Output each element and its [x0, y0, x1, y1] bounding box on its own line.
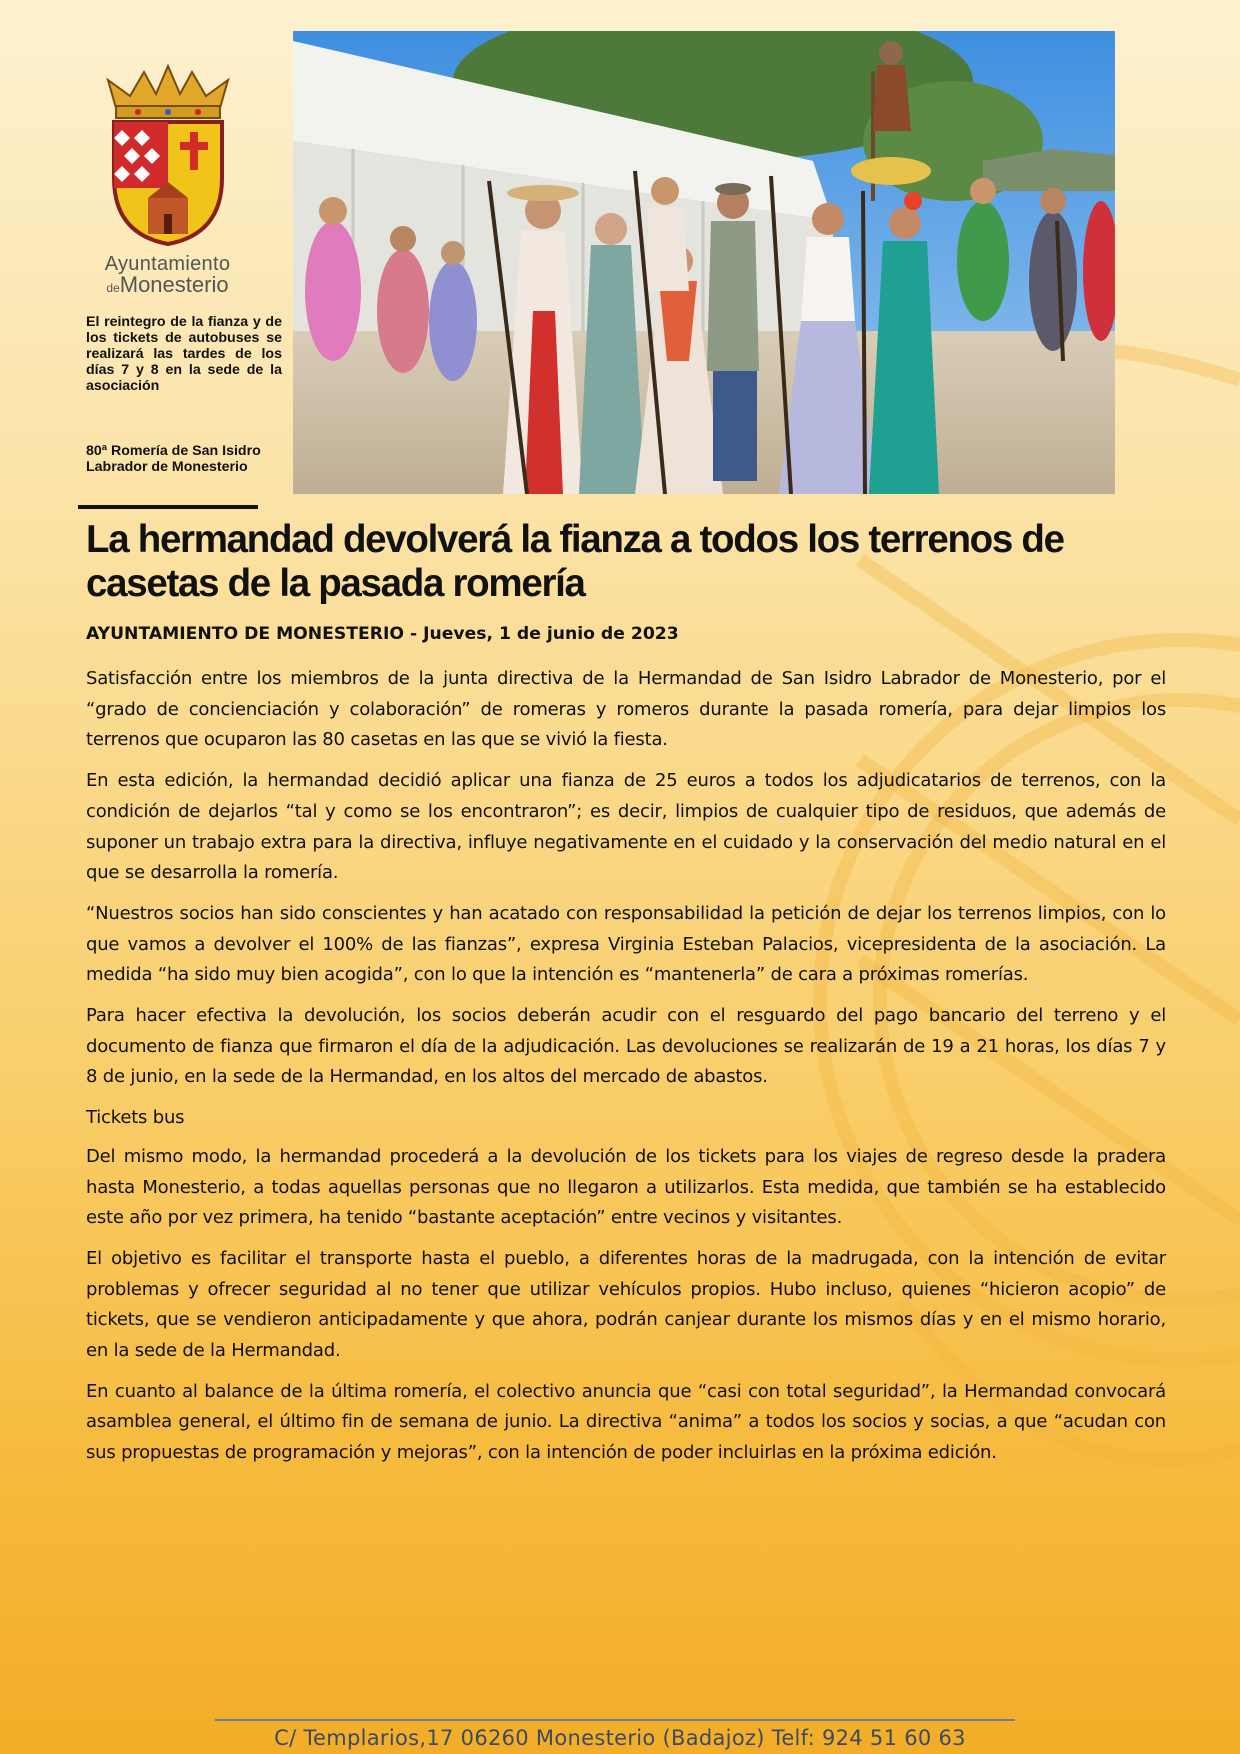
article-paragraph: “Nuestros socios han sido conscientes y han acatado con responsabilidad la petición de dejar los terrenos limpios, con lo que vamos a devolver el 100% de las fianzas”, expresa Virginia Esteban Palacios, vicepresidenta de la asociación. La medida “ha sido muy bien acogida”, con lo que la intención es “mantenerla” de cara a próximas romerías. — [86, 902, 1166, 986]
article-subheading: Tickets bus — [86, 1107, 185, 1129]
article-paragraph: Satisfacción entre los miembros de la junta directiva de la Hermandad de San Isidro Labrador de Monesterio, por el “grado de concienciación y colaboración” de romeras y romeros durante la pasada romería, para dejar limpios los terrenos que ocuparon las 80 casetas en las que se vivió la fiesta. — [86, 668, 1166, 751]
romeria-photo — [293, 31, 1115, 494]
article-paragraph: En cuanto al balance de la última romería, el colectivo anuncia que “casi con total seguridad”, la Hermandad convocará asamblea general, el último fin de semana de junio. La directiva “anima” a todos los socios y socias, a que “acudan con sus propuestas de programación y mejoras”, con la intención de poder incluirlas en la próxima edición. — [86, 1380, 1166, 1464]
logo-name-line1: Ayuntamiento — [104, 253, 231, 275]
article-paragraph: El objetivo es facilitar el transporte hasta el pueblo, a diferentes horas de la madrugada, con la intención de evitar problemas y ofrecer seguridad al no tener que utilizar vehículos propios. Hubo incluso, quienes “hicieron acopio” de tickets, que se vendieron anticipadamente y que ahora, podrán canjear durante los mismos días y en el mismo horario, en la sede de la Hermandad. — [86, 1247, 1166, 1362]
photo-caption: 80ª Romería de San Isidro Labrador de Monesterio — [86, 443, 261, 475]
footer-divider — [215, 1719, 1015, 1721]
article-body — [86, 664, 1166, 1479]
logo-name-prefix: de — [106, 281, 120, 295]
article-paragraph: En esta edición, la hermandad decidió aplicar una fianza de 25 euros a todos los adjudicatarios de terrenos, con la condición de dejarlos “tal y como se los encontraron”; es decir, limpios de cualquier tipo de residuos, que además de suponer un trabajo extra para la directiva, influye negativamente en el cuidado y la conservación del medio natural en el que se desarrolla la romería. — [86, 770, 1166, 884]
footer-address: C/ Templarios,17 06260 Monesterio (Badajoz) Telf: 924 51 60 63 — [274, 1726, 966, 1750]
article-byline: AYUNTAMIENTO DE MONESTERIO - Jueves, 1 de junio de 2023 — [86, 624, 679, 644]
divider — [78, 505, 258, 509]
municipality-logo — [80, 58, 255, 296]
article-headline: La hermandad devolverá la fianza a todos los terrenos de casetas de la pasada romería — [86, 518, 1064, 605]
logo-name-line2: Monesterio — [119, 272, 229, 297]
sidebar-note: El reintegro de la fianza y de los tickets de autobuses se realizará las tardes de los días 7 y 8 en la sede de la asociación — [86, 314, 282, 394]
coat-of-arms-icon — [98, 58, 238, 248]
article-paragraph: Del mismo modo, la hermandad procederá a la devolución de los tickets para los viajes de regreso desde la pradera hasta Monesterio, a todas aquellas personas que no llegaron a utilizarlos. Esta medida, que también se ha establecido este año por vez primera, ha tenido “bastante aceptación” entre vecinos y visitantes. — [86, 1145, 1166, 1229]
article-paragraph: Para hacer efectiva la devolución, los socios deberán acudir con el resguardo del pago bancario del terreno y el documento de fianza que firmaron el día de la adjudicación. Las devoluciones se realizarán de 19 a 21 horas, los días 7 y 8 de junio, en la sede de la Hermandad, en los altos del mercado de abastos. — [86, 1005, 1166, 1088]
